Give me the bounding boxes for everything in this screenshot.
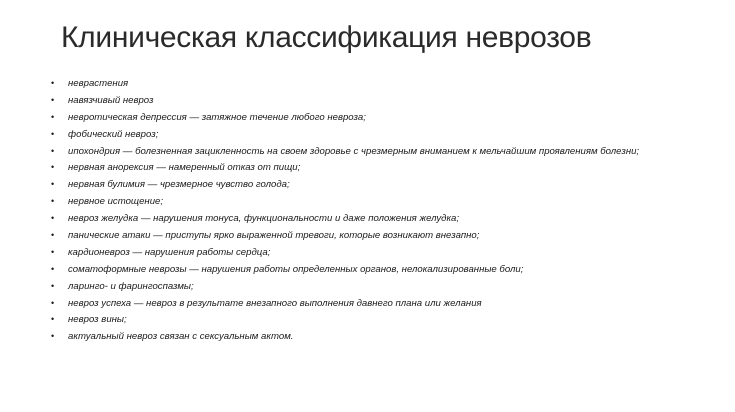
list-item <box>48 112 688 124</box>
list-item <box>48 331 688 343</box>
slide-title: Клиническая классификация неврозов <box>61 21 592 54</box>
list-item <box>48 179 688 191</box>
list-item-text: актуальный невроз связан с сексуальным актом. <box>68 331 294 343</box>
bullet-icon: • <box>51 213 55 224</box>
bullet-icon: • <box>51 111 55 122</box>
bullet-icon: • <box>51 162 55 173</box>
bullet-icon: • <box>51 280 55 291</box>
list-item <box>48 196 688 208</box>
bullet-icon: • <box>51 297 55 308</box>
bullet-icon: • <box>51 314 55 325</box>
list-item <box>48 264 688 276</box>
list-item <box>48 146 688 158</box>
list-item-text: нервная булимия — чрезмерное чувство голода; <box>68 179 290 191</box>
list-item-text: ларинго- и фарингоспазмы; <box>68 280 194 292</box>
bullet-icon: • <box>51 246 55 257</box>
list-item <box>48 213 688 225</box>
bullet-icon: • <box>51 94 55 105</box>
list-item-text: фобический невроз; <box>68 128 159 140</box>
bullet-icon: • <box>51 331 55 342</box>
list-item <box>48 162 688 174</box>
list-item-text: невротическая депрессия — затяжное течение любого невроза; <box>68 111 366 123</box>
list-item <box>48 281 688 293</box>
bullet-icon: • <box>51 128 55 139</box>
list-item <box>48 247 688 259</box>
list-item <box>48 129 688 141</box>
list-item-text: панические атаки — приступы ярко выраженной тревоги, которые возникают внезапно; <box>68 230 480 242</box>
bullet-icon: • <box>51 263 55 274</box>
list-item <box>48 314 688 326</box>
list-item-text: невроз успеха — невроз в результате внезапного выполнения давнего плана или желания <box>68 297 482 309</box>
list-item-text: соматоформные неврозы — нарушения работы определенных органов, нелокализированные боли; <box>68 263 524 275</box>
bullet-icon: • <box>51 145 55 156</box>
list-item-text: нервное истощение; <box>68 196 164 208</box>
list-item-text: невроз желудка — нарушения тонуса, функциональности и даже положения желудка; <box>68 213 460 225</box>
bullet-icon: • <box>51 78 55 88</box>
list-item <box>48 78 688 90</box>
list-item-text: навязчивый невроз <box>68 94 154 106</box>
list-item-text: невроз вины; <box>68 314 127 326</box>
list-item-text: неврастения <box>68 78 129 89</box>
list-item <box>48 298 688 310</box>
list-item-text: кардионевроз — нарушения работы сердца; <box>68 246 271 258</box>
bullet-icon: • <box>51 230 55 241</box>
bullet-list <box>48 78 688 348</box>
list-item <box>48 230 688 242</box>
bullet-icon: • <box>51 196 55 207</box>
list-item-text: нервная анорексия — намеренный отказ от пищи; <box>68 162 301 174</box>
list-item-text: ипохондрия — болезненная зацикленность на своем здоровье с чрезмерным вниманием к мельчайшим проявлениям болезни; <box>68 145 640 157</box>
list-item <box>48 95 688 107</box>
bullet-icon: • <box>51 179 55 190</box>
